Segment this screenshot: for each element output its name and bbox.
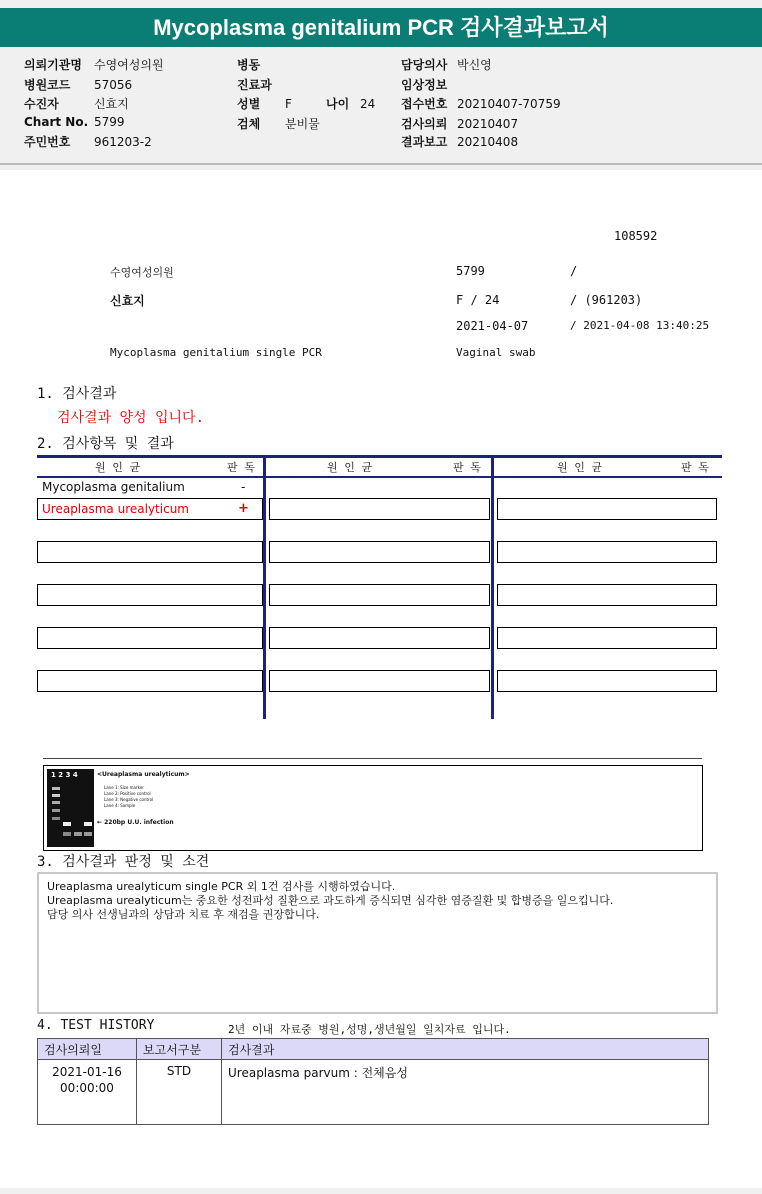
header-department: 진료과 <box>237 78 272 92</box>
gel-lane-numbers: 1 2 3 4 <box>51 771 78 779</box>
header-specimen: 검체 분비물 <box>237 117 320 131</box>
empty-cell <box>37 627 263 649</box>
primer-band <box>84 832 92 836</box>
header-chart-no: Chart No. 5799 <box>24 115 125 129</box>
info-request-date: 2021-04-07 <box>456 319 529 333</box>
sample-band <box>84 822 92 826</box>
history-type: STD <box>137 1060 222 1125</box>
empty-cell <box>497 498 717 520</box>
header-resident-no: 주민번호 961203-2 <box>24 135 152 149</box>
history-result: Ureaplasma parvum : 전체음성 <box>222 1060 709 1125</box>
info-slash: / <box>570 264 578 278</box>
pathogen-name: Mycoplasma genitalium <box>42 480 185 494</box>
section1-title: 1. 검사결과 <box>37 386 117 402</box>
history-date-cell <box>38 1060 137 1125</box>
pathogen-result: - <box>241 480 246 494</box>
ladder-band <box>52 817 60 820</box>
pathogen-result: + <box>238 501 249 516</box>
info-sex-age: F / 24 <box>456 293 500 307</box>
info-patient: 신효지 <box>110 294 145 308</box>
col-judgement-1: 판 독 <box>227 461 255 474</box>
gel-legend-item: Lane 3: Negative control <box>104 797 154 802</box>
ladder-band <box>52 787 60 790</box>
opinion-box <box>37 872 718 1014</box>
test-history-table <box>37 1038 709 1125</box>
info-chart: 5799 <box>456 264 485 278</box>
history-time: 00:00:00 <box>60 1081 114 1095</box>
info-hospital: 수영여성의원 <box>110 266 174 279</box>
col-judgement-3: 판 독 <box>681 461 709 474</box>
gel-electrophoresis-figure <box>43 765 703 851</box>
gel-legend-item: Lane 4: Sample <box>104 803 136 808</box>
info-birth: / (961203) <box>570 293 643 307</box>
empty-cell <box>497 584 717 606</box>
header-patient: 수진자 신효지 <box>24 97 129 111</box>
info-report-date: / 2021-04-08 13:40:25 <box>570 319 710 332</box>
history-note: 2년 이내 자료중 병원,성명,생년월일 일치자료 입니다. <box>228 1023 511 1036</box>
header-hospital-code: 병원코드 57056 <box>24 78 133 92</box>
opinion-line: 담당 의사 선생님과의 상담과 치료 후 재검을 권장합니다. <box>47 908 320 921</box>
ladder-band <box>52 801 60 804</box>
gel-legend-item: Lane 2: Positive control <box>104 791 151 796</box>
section4-title: 4. TEST HISTORY <box>37 1018 155 1033</box>
opinion-line: Ureaplasma urealyticum는 중요한 성전파성 질환으로 과도하게 증식되면 심각한 염증질환 및 합병증을 일으킵니다. <box>47 894 614 907</box>
header-doctor: 담당의사 박신영 <box>401 58 492 72</box>
empty-cell <box>497 627 717 649</box>
opinion-line: Ureaplasma urealyticum single PCR 외 1건 검사를 시행하였습니다. <box>47 880 396 893</box>
header-request-date: 검사의뢰 20210407 <box>401 117 519 131</box>
primer-band <box>74 832 82 836</box>
history-date: 2021-01-16 <box>52 1065 122 1079</box>
header-age: 나이 24 <box>326 97 376 111</box>
report-title: Mycoplasma genitalium PCR 검사결과보고서 <box>0 8 762 47</box>
empty-cell <box>37 584 263 606</box>
empty-cell <box>37 541 263 563</box>
header-report-date: 결과보고 20210408 <box>401 135 519 149</box>
empty-cell <box>269 584 490 606</box>
header-clinical-info: 임상정보 <box>401 78 448 92</box>
column-divider <box>491 455 494 719</box>
header-divider <box>0 163 762 165</box>
history-header-date: 검사의뢰일 <box>38 1039 137 1060</box>
gel-band-label: ← 220bp U.U. infection <box>97 819 174 826</box>
empty-cell <box>269 627 490 649</box>
pathogen-name: Ureaplasma urealyticum <box>42 502 189 516</box>
primer-band <box>63 832 71 836</box>
section1-result: 검사결과 양성 입니다. <box>57 410 205 426</box>
table-row <box>38 1060 709 1125</box>
empty-cell <box>269 498 490 520</box>
section2-title: 2. 검사항목 및 결과 <box>37 436 174 452</box>
empty-cell <box>37 670 263 692</box>
positive-control-band <box>63 822 71 826</box>
header-ward: 병동 <box>237 58 261 72</box>
col-pathogen-1: 원 인 균 <box>95 461 141 474</box>
history-header-result: 검사결과 <box>222 1039 709 1060</box>
info-test-name: Mycoplasma genitalium single PCR <box>110 346 322 359</box>
header-receipt-no: 접수번호 20210407-70759 <box>401 97 561 111</box>
ladder-band <box>52 809 60 812</box>
header-hospital: 의뢰기관명 수영여성의원 <box>24 58 164 72</box>
result-row-positive <box>37 498 263 520</box>
gel-image <box>47 769 94 847</box>
empty-cell <box>269 541 490 563</box>
empty-cell <box>269 670 490 692</box>
col-pathogen-2: 원 인 균 <box>327 461 373 474</box>
gel-title: <Ureaplasma urealyticum> <box>97 771 190 778</box>
report-number: 108592 <box>614 229 658 243</box>
empty-cell <box>497 541 717 563</box>
col-judgement-2: 판 독 <box>453 461 481 474</box>
header-sex: 성별 F <box>237 97 292 111</box>
info-specimen: Vaginal swab <box>456 346 536 359</box>
results-table-header <box>37 455 722 478</box>
ladder-band <box>52 794 60 797</box>
column-divider <box>263 455 266 719</box>
empty-cell <box>497 670 717 692</box>
gel-divider <box>43 758 702 759</box>
gel-legend-item: Lane 1: Size marker <box>104 785 144 790</box>
col-pathogen-3: 원 인 균 <box>557 461 603 474</box>
history-header-type: 보고서구분 <box>137 1039 222 1060</box>
section3-title: 3. 검사결과 판정 및 소견 <box>37 854 210 870</box>
